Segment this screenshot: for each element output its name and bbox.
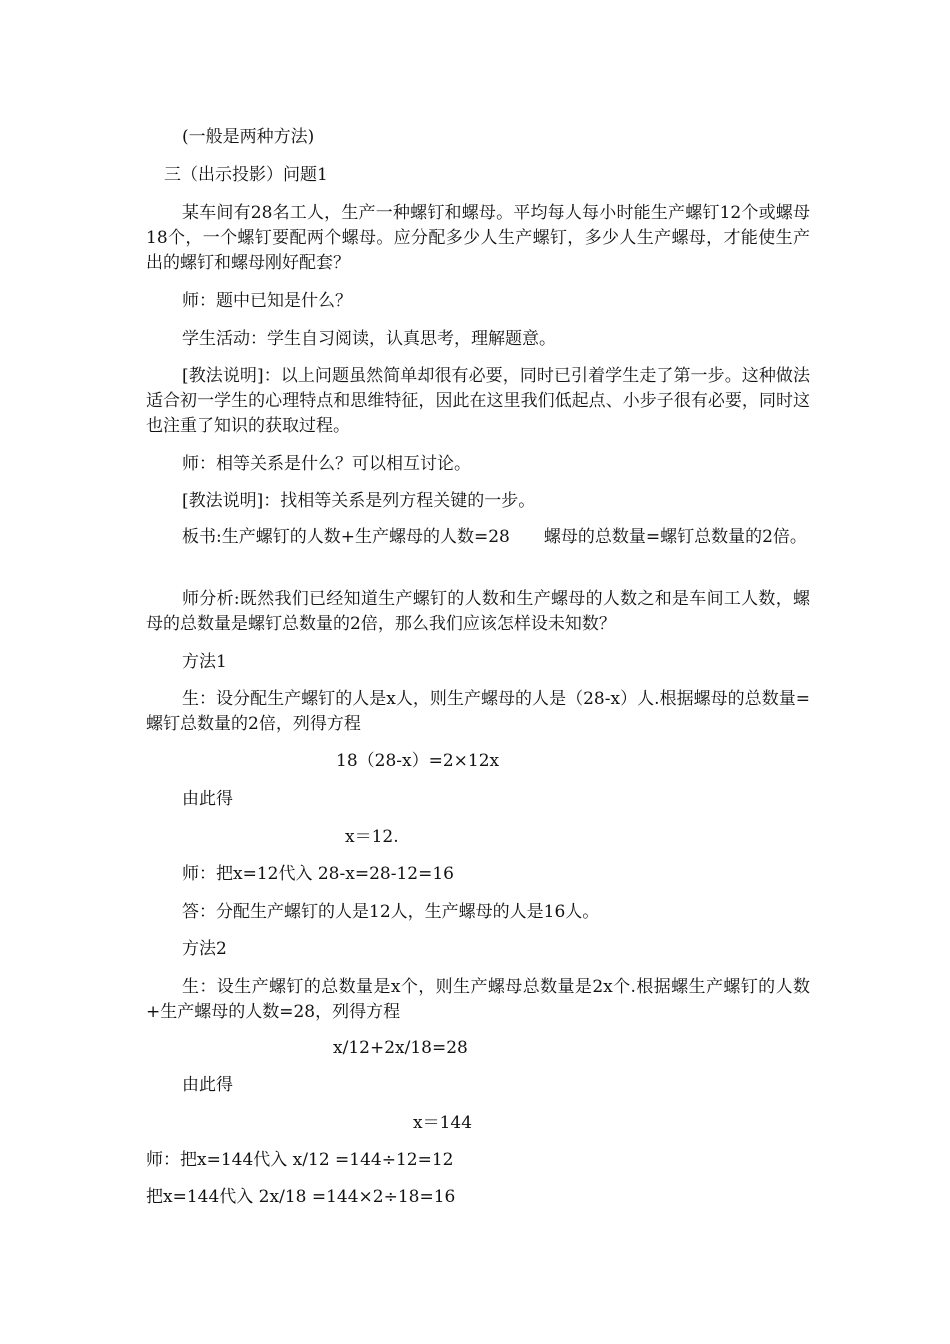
method-1-equation: 18（28-x）=2×12x — [336, 751, 500, 771]
problem-paragraph: 某车间有28名工人，生产一种螺钉和螺母。平均每人每小时能生产螺钉12个或螺母18个，一个螺钉要配两个螺母。应分配多少人生产螺钉，多少人生产螺母，才能使生产出的螺钉和螺母刚好配套？ — [146, 203, 810, 273]
method-2-solution: x＝144 — [413, 1113, 473, 1133]
methods-note: (一般是两种方法) — [182, 127, 315, 147]
method-1-answer: 答：分配生产螺钉的人是12人，生产螺母的人是16人。 — [182, 902, 600, 922]
student-activity: 学生活动：学生自习阅读，认真思考，理解题意。 — [182, 329, 556, 349]
method-1-substitution: 师：把x=12代入 28-x=28-12=16 — [182, 864, 454, 884]
method-1-thus: 由此得 — [182, 789, 233, 809]
teacher-question-known: 师：题中已知是什么？ — [182, 291, 352, 311]
method-2-equation: x/12+2x/18=28 — [333, 1038, 468, 1058]
method-2-substitution: 把x=144代入 2x/18 =144×2÷18=16 — [146, 1187, 456, 1207]
method-2-title: 方法2 — [182, 939, 227, 959]
method-2-thus: 由此得 — [182, 1075, 233, 1095]
board-writing: 板书:生产螺钉的人数+生产螺母的人数=28 螺母的总数量=螺钉总数量的2倍。 — [182, 527, 807, 547]
teacher-analysis: 师分析:既然我们已经知道生产螺钉的人数和生产螺母的人数之和是车间工人数，螺母的总数量是螺钉总数量的2倍，那么我们应该怎样设未知数？ — [146, 589, 810, 634]
teacher-question-relation: 师：相等关系是什么？可以相互讨论。 — [182, 454, 471, 474]
method-1-title: 方法1 — [182, 652, 227, 672]
teaching-note: [教法说明]：以上问题虽然简单却很有必要，同时已引着学生走了第一步。这种做法适合初一学生的心理特点和思维特征，因此在这里我们低起点、小步子很有必要，同时这也注重了知识的获取过程。 — [146, 366, 810, 436]
teaching-note: [教法说明]：找相等关系是列方程关键的一步。 — [182, 491, 536, 511]
method-2-substitution: 师：把x=144代入 x/12 =144÷12=12 — [146, 1150, 454, 1170]
method-1-solution: x＝12. — [345, 827, 399, 847]
method-2-text: 生：设生产螺钉的总数量是x个，则生产螺母总数量是2x个.根据螺生产螺钉的人数+生产螺母的人数=28，列得方程 — [146, 977, 810, 1022]
section-heading: 三（出示投影）问题1 — [164, 165, 328, 185]
method-1-text: 生：设分配生产螺钉的人是x人，则生产螺母的人是（28-x）人.根据螺母的总数量=螺钉总数量的2倍，列得方程 — [146, 689, 810, 734]
